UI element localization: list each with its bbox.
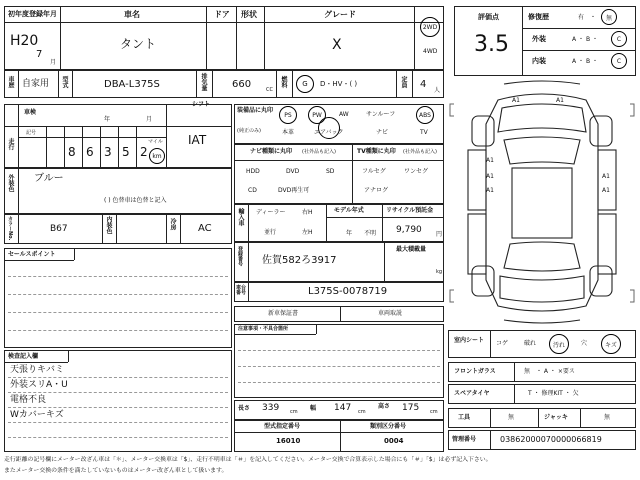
inspector-line-4: Wカバーキズ [10,410,64,420]
capacity-unit: 人 [434,87,441,94]
import-right: 右H [302,209,313,216]
recycle-yen: 円 [436,231,443,238]
chassis-value: L375S-0078719 [308,286,388,297]
navi-sd: SD [326,168,335,175]
equip-ps: PS [284,111,292,119]
first-reg-month: 7 [36,49,43,60]
mileage-digit-1: 8 [68,145,76,159]
tv-title: TV種類に丸印 [357,148,396,155]
seat-label: 室内シート [454,337,485,344]
drive-4wd: 4WD [423,48,438,55]
color-no-value: B67 [50,224,68,234]
equip-tv: TV [420,129,428,136]
damage-mark-6: A1 [602,173,610,180]
car-name-value: タント [120,37,157,51]
import-parallel: 並行 [264,229,277,236]
repair-sep: ・ [590,14,597,21]
interior-color-label: 内装色 [105,216,112,234]
class-no-value: 0004 [384,437,404,445]
record-label: 記号 [26,130,37,136]
width-label: 幅 [310,405,317,412]
inspection-year: 年 [104,116,111,123]
navi-sub: (社外品も記入) [302,149,336,155]
attention-box [234,324,444,398]
int-grade-a: A [572,58,577,65]
spare-label: スペアタイヤ [454,390,490,397]
navi-cd: CD [248,187,257,194]
seat-kizu: キズ [605,341,617,349]
car-diagram-svg [448,80,636,326]
repair-yes: 有 [578,14,585,21]
inspector-line-3: 電格不良 [10,395,47,405]
ext-grade-c: C [616,35,622,43]
seat-ana: 穴 [581,340,588,347]
tv-sub: (社外品も記入) [403,149,437,155]
interior-label: 内装 [532,57,546,65]
car-name-label: 車名 [124,10,140,19]
spec-row [4,70,444,98]
model-year-unknown: 不明 [364,230,377,237]
month-unit: 月 [50,59,57,66]
capacity-label: 定員 [400,76,407,88]
mgmt-value: 03862000070000066819 [500,435,602,444]
equip-pw: PW [312,111,322,119]
equip-abs-circle [416,106,434,124]
first-reg-year: H20 [10,33,39,49]
running-label: 走行 [7,138,14,150]
jack-label: ジャッキ [544,414,568,421]
mileage-digit-5: 2 [140,145,148,159]
int-grade-c: C [616,57,622,65]
width-cm: cm [358,409,366,415]
equip-sunroof: サンルーフ [366,111,396,118]
interior-c-circle [611,53,627,69]
equipment-title: 装備品に丸印 [237,107,274,114]
import-dealer: ディーラー [256,209,286,216]
capacity-value: 4 [420,79,427,90]
footer-line-2: またメーター交換の条件を満たしていないものはメーター改ざん車として扱います。 [4,468,228,474]
glass-options: A ・ ×要ス [543,368,575,375]
model-year-label: モデル年式 [334,207,364,214]
drive-2wd: 2WD [422,23,438,31]
navi-dvd: DVD [286,168,300,175]
repair-label: 修復歴 [528,13,549,21]
type-no-value: 16010 [276,437,301,445]
navi-dvd-play: DVD再生可 [278,187,310,194]
import-label: 輸入車 [237,208,244,226]
equip-ps-circle [279,106,297,124]
glass-label: フロントガラス [454,368,496,375]
color-note: ( ) 色替車は色替と記入 [104,197,167,204]
displacement-label: 排気量 [200,73,207,91]
fuel-g: G [302,80,308,88]
color-label: 外装色 [7,174,14,192]
spare-value: T ・ 修理KIT ・ 欠 [528,390,579,397]
seat-yogore-circle [549,334,569,354]
length-label: 長さ [238,405,251,412]
door-label: ドア [214,10,230,19]
exterior-c-circle [611,31,627,47]
unit-km-circle [149,148,165,164]
recycle-value: 9,790 [396,225,422,235]
inspector-line-1: 天張りキバミ [10,365,65,375]
equip-leather: 本革 [282,129,295,136]
unit-km: km [152,152,162,160]
ac-label: 冷房 [169,218,176,230]
shape-label: 形状 [241,10,257,19]
class-no-label: 類別区分番号 [370,423,407,430]
equip-navi: ナビ [376,129,389,136]
model-label: 型式 [61,76,68,88]
interior-grades: A ・ B ・ [572,58,598,65]
ext-grade-b: B [585,36,591,43]
chassis-label: 車台番号 [236,285,247,296]
first-reg-label: 初年度登録年月 [8,10,57,18]
equipment-subtitle: (純正のみ) [237,128,261,134]
inspector-label: 検査記入欄 [8,353,39,360]
reg-no-label: 登録番号 [237,246,243,266]
reg-no-value: 佐賀582ろ3917 [262,255,337,266]
exterior-grades: A ・ B ・ [572,36,598,43]
attention-label: 注意事項・不具合箇所 [238,326,289,332]
drive-2wd-circle [420,17,440,37]
ext-grade-a: A [572,36,577,43]
damage-mark-2: A1 [556,97,564,104]
glass-value: 無 [524,368,531,375]
navi-hdd: HDD [246,168,260,175]
mileage-digit-4: 5 [122,145,130,159]
color-value: ブルー [34,173,64,184]
mgmt-label: 管理番号 [452,436,477,443]
height-label: 高さ [378,403,391,410]
tool-value: 無 [508,414,515,421]
equip-aw: AW [339,111,349,118]
repair-no-circle [601,9,617,25]
mileage-digit-2: 6 [86,145,94,159]
warranty-box [234,306,444,322]
unit-mile: マイル [148,139,163,145]
inspection-month: 月 [146,116,153,123]
glass-rest: ・ A ・ ×要ス [536,368,575,375]
seat-kizu-circle [601,334,621,354]
damage-mark-7: A1 [602,187,610,194]
seat-yogore: 汚れ [552,341,565,349]
max-load-kg: kg [436,269,443,275]
damage-mark-5: A1 [486,187,494,194]
repair-no: 無 [605,14,612,22]
fuel-g-circle [296,75,314,93]
seat-yabure: 破れ [524,340,537,347]
manual-label: 車両取説 [378,310,403,317]
tv-fullseg: フルセグ [362,168,386,175]
use-value: 自家用 [22,79,50,89]
length-cm: cm [290,409,298,415]
import-left: 左H [302,229,313,236]
shift-label: シフト [192,101,211,108]
jack-value: 無 [604,414,611,421]
exterior-label: 外装 [532,35,546,43]
damage-mark-3: A1 [486,157,494,164]
inspection-label: 車検 [24,109,37,116]
footer-line-1: 走行距離の記号欄にメーター改ざん車は「＊」、メーター交換車は「$」、走行不明車は「＃」を記入してください。メーター交換で合算表示した場合にも「＃」「$」は必ず記入下さい。 [4,457,492,463]
height-cm: cm [430,409,438,415]
inspector-line-2: 外装スリA・U [10,380,68,390]
navi-title: ナビ種類に丸印 [250,148,293,155]
damage-mark-4: A1 [486,173,494,180]
shift-value: IAT [188,133,207,147]
score-label: 評価点 [478,13,499,21]
equip-abs: ABS [419,111,431,119]
seat-koge: コゲ [496,340,509,347]
equip-airbag: エアバック [314,129,344,136]
height-value: 175 [402,403,420,413]
sales-point-label: セールスポイント [8,251,56,258]
score-value: 3.5 [474,32,509,57]
model-value: DBA-L375S [104,79,160,90]
width-value: 147 [334,403,352,413]
fuel-label: 燃料 [280,76,287,88]
warranty-label: 新車保証書 [268,310,299,317]
type-no-label: 型式指定番号 [264,423,301,430]
displacement-value: 660 [232,79,252,90]
max-load-label: 最大積載量 [396,246,427,253]
grade-label: グレード [324,10,356,19]
tv-oneseg: ワンセグ [404,168,429,175]
tv-analog: アナログ [364,187,389,194]
damage-mark-1: A1 [512,97,520,104]
cc-unit: CC [266,87,273,93]
fuel-rest: D・HV・( ) [320,80,358,88]
model-year-unit: 年 [346,230,353,237]
mileage-digit-3: 3 [104,145,112,159]
tool-label: 工具 [458,414,471,421]
int-grade-b: B [585,58,591,65]
ac-value: AC [198,223,212,234]
use-label: 車歴 [7,76,14,88]
grade-value: X [332,37,342,53]
color-no-label: カラーNo. [7,216,13,241]
recycle-label: リサイクル預託金 [386,207,434,214]
length-value: 339 [262,403,280,413]
sales-point-box [4,248,232,348]
